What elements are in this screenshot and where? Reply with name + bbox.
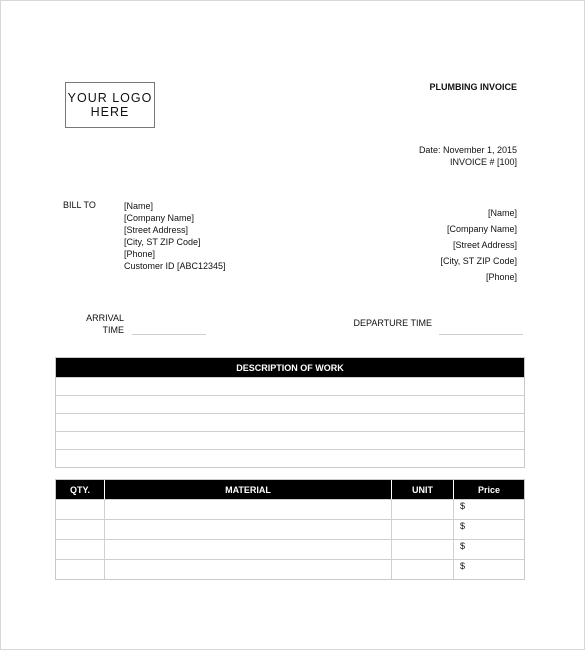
material-cell[interactable] — [105, 540, 392, 559]
table-row — [56, 559, 524, 579]
unit-cell[interactable] — [392, 540, 454, 559]
invoice-number: INVOICE # [100] — [449, 157, 517, 167]
sender-city: [City, ST ZIP Code] — [440, 256, 517, 266]
qty-cell[interactable] — [56, 520, 105, 539]
sender-address — [381, 205, 517, 285]
sender-name: [Name] — [487, 208, 517, 218]
table-row — [56, 519, 524, 539]
bill-to-company: [Company Name] — [124, 213, 195, 223]
bill-to-customer-id: Customer ID [ABC12345] — [124, 261, 226, 271]
currency-symbol: $ — [460, 521, 466, 531]
currency-symbol: $ — [460, 501, 466, 511]
bill-to-name: [Name] — [124, 201, 154, 211]
qty-cell[interactable] — [56, 500, 105, 519]
price-header: Price — [477, 484, 501, 495]
material-header: MATERIAL — [105, 480, 392, 499]
arrival-label-line-1: ARRIVAL — [86, 313, 124, 323]
unit-cell[interactable] — [392, 500, 454, 519]
invoice-title: PLUMBING INVOICE — [429, 82, 517, 92]
table-row — [56, 539, 524, 559]
description-row[interactable] — [56, 449, 524, 467]
price-cell[interactable] — [454, 520, 524, 539]
description-row[interactable] — [56, 377, 524, 395]
description-row[interactable] — [56, 395, 524, 413]
logo-line-1: YOUR LOGO — [67, 91, 153, 105]
material-cell[interactable] — [105, 500, 392, 519]
invoice-date: Date: November 1, 2015 — [418, 145, 517, 155]
arrival-label-line-2: TIME — [102, 325, 124, 335]
price-cell[interactable] — [454, 540, 524, 559]
arrival-time-label — [71, 312, 124, 336]
qty-cell[interactable] — [56, 560, 105, 579]
arrival-time-field[interactable] — [132, 334, 206, 335]
bill-to-phone: [Phone] — [124, 249, 156, 259]
materials-header-row — [56, 480, 524, 499]
unit-cell[interactable] — [392, 520, 454, 539]
bill-to-city: [City, ST ZIP Code] — [124, 237, 201, 247]
bill-to-address — [124, 200, 226, 272]
currency-symbol: $ — [460, 541, 466, 551]
invoice-meta — [361, 144, 517, 168]
sender-company: [Company Name] — [446, 224, 517, 234]
departure-time-field[interactable] — [439, 334, 523, 335]
description-header: DESCRIPTION OF WORK — [56, 358, 524, 377]
logo-placeholder — [65, 82, 155, 128]
material-cell[interactable] — [105, 520, 392, 539]
bill-to-label: BILL TO — [63, 200, 96, 210]
logo-line-2: HERE — [90, 105, 130, 119]
unit-cell[interactable] — [392, 560, 454, 579]
price-cell[interactable] — [454, 560, 524, 579]
departure-time-label: DEPARTURE TIME — [353, 318, 432, 328]
description-of-work-table — [55, 357, 525, 468]
materials-table — [55, 479, 525, 580]
unit-header: UNIT — [392, 480, 454, 499]
qty-header: QTY. — [56, 480, 105, 499]
bill-to-street: [Street Address] — [124, 225, 189, 235]
sender-phone: [Phone] — [485, 272, 517, 282]
currency-symbol: $ — [460, 561, 466, 571]
description-row[interactable] — [56, 431, 524, 449]
table-row — [56, 499, 524, 519]
description-row[interactable] — [56, 413, 524, 431]
material-cell[interactable] — [105, 560, 392, 579]
price-cell[interactable] — [454, 500, 524, 519]
sender-street: [Street Address] — [452, 240, 517, 250]
qty-cell[interactable] — [56, 540, 105, 559]
